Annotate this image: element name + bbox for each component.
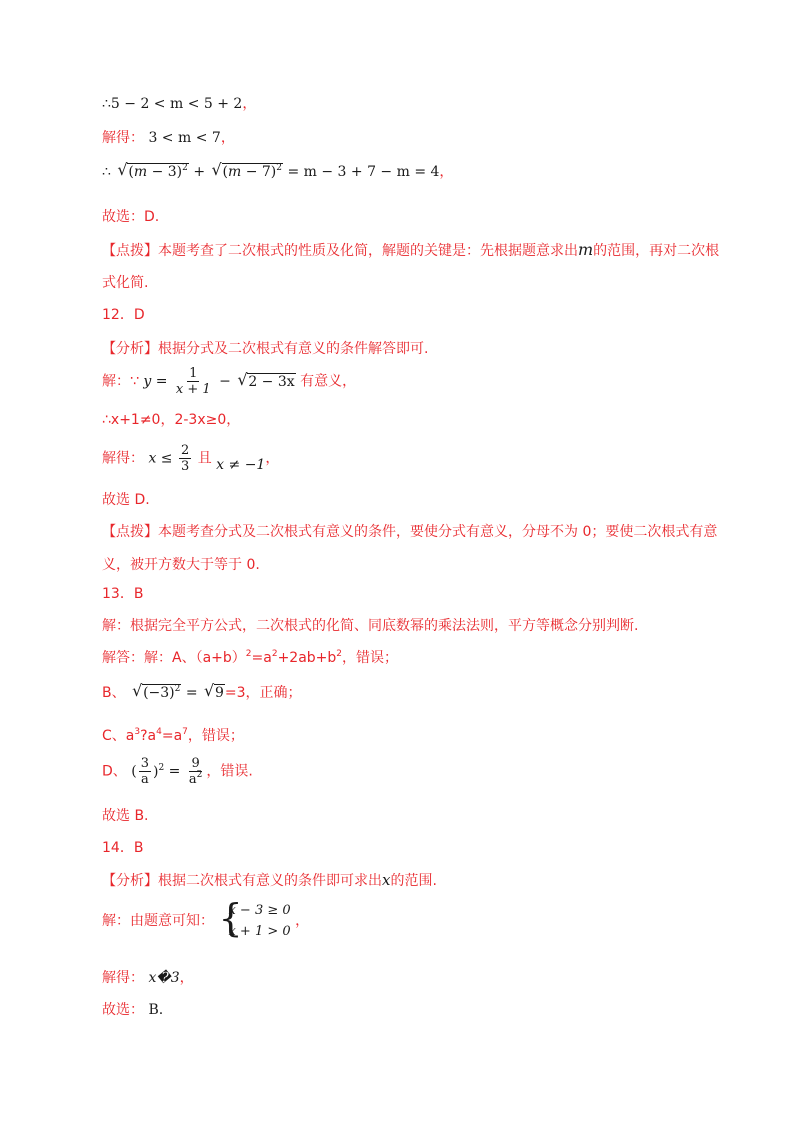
line-solution-13: 解：根据完全平方公式，二次根式的化简、同底数幂的乘法法则，平方等概念分别判断. [102, 618, 639, 634]
math-range: 3 < m < 7 [148, 130, 221, 146]
line-option-b: B、 √ $(-3)^2$ = √ 9=3，正确； [102, 681, 302, 701]
line-answer-11: 故选：D. [102, 209, 160, 225]
line-inequality-range: ∴5 − 2 < m < 5 + 2， [102, 96, 257, 112]
question-13-heading: 13．B [102, 586, 144, 602]
line-option-c: C、$a^3?a^4=a^7$，错误； [102, 727, 244, 744]
line-comment-11: 【点拨】本题考查了二次根式的性质及化简，解题的关键是：先根据题意求出m的范围，再对二次根 [102, 240, 720, 259]
line-comment-11-cont: 式化简. [102, 275, 149, 291]
line-radical-sum: ∴ √ $(m - 3)^2$ + √ $(m - 7)^2 = m - 3 + 7 - m = 4$， [102, 160, 454, 180]
fraction-2-over-3: $\frac{2}{3}$ [180, 443, 190, 474]
fraction-1-over-x-plus-1: $\frac{1}{x + 1}$ [175, 366, 211, 397]
line-result-14: 解得： x�3， [102, 970, 194, 986]
line-answer-12: 故选 D. [102, 492, 150, 508]
line-answer-14: 故选： B. [102, 1002, 164, 1018]
radical-m-minus-3: √ $(m - 3)^2$ [117, 160, 188, 180]
fraction-3-over-a: $\frac{3}{a}$ [140, 756, 149, 787]
line-solution-14: 解：由题意可知： { x − 3 ≥ 0 x + 1 > 0 ， [102, 896, 310, 940]
line-answer-13: 故选 B. [102, 808, 149, 824]
line-option-a: 解答：解：A、$(a+b)^2=a^2+2ab+b^2$，错误； [102, 649, 399, 666]
line-comment-12: 【点拨】本题考查分式及二次根式有意义的条件，要使分式有意义，分母不为 0；要使二次根式有意 [102, 524, 718, 540]
math-result: = m − 3 + 7 − m = 4 [287, 164, 440, 180]
question-12-heading: 12．D [102, 307, 145, 323]
radical-m-minus-7: √ $(m - 7)^2$ [211, 160, 282, 180]
fraction-9-over-a2: $\frac{9}{a^2}$ [188, 756, 203, 787]
radical-neg3-squared: √ $(-3)^2$ [132, 681, 181, 701]
line-option-d: D、 ( $\frac{3}{a}$ )$^2$ = $\frac{9}{a^2}$ ，错误. [102, 756, 253, 787]
line-comment-12-cont: 义，被开方数大于等于 0. [102, 557, 260, 573]
line-solve-range: 解得： 3 < m < 7， [102, 130, 235, 146]
line-conditions-12: ∴x+1≠0，2-3x≥0， [102, 412, 241, 428]
radical-9: √ 9 [204, 681, 224, 701]
line-analysis-12: 【分析】根据分式及二次根式有意义的条件解答即可. [102, 341, 429, 357]
line-solution-12: 解：∵ y = $\frac{1}{x + 1}$ − √ 2 − 3x 有意义， [102, 366, 357, 397]
line-analysis-14: 【分析】根据二次根式有意义的条件即可求出x的范围. [102, 871, 437, 889]
radical-2-minus-3x: √ 2 − 3x [237, 369, 295, 390]
line-result-12: 解得： x ≤ $\frac{2}{3}$ 且 x ≠ −1， [102, 443, 280, 474]
math-inequality: ∴5 − 2 < m < 5 + 2 [102, 96, 243, 112]
question-14-heading: 14．B [102, 840, 144, 856]
inequality-system: { x − 3 ≥ 0 x + 1 > 0 [218, 896, 291, 940]
